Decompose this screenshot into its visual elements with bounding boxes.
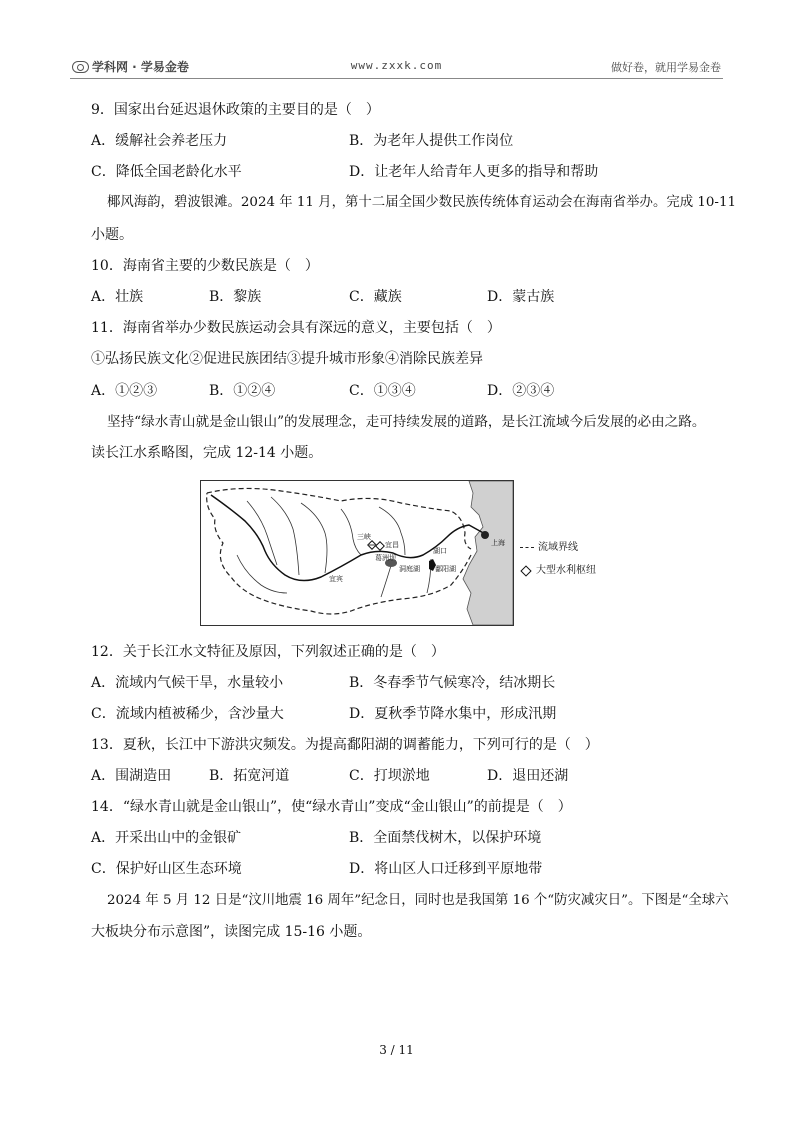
legend-dam [520,565,596,577]
question-9-option-b: B．为老年人提供工作岗位 [349,133,514,149]
question-9-option-d: D．让老年人给青年人更多的指导和帮助 [349,164,599,180]
question-13-option-c: C．打坝淤地 [349,768,430,784]
question-10-option-d: D．蒙古族 [487,289,555,305]
question-14-option-d: D．将山区人口迁移到平原地带 [349,861,543,877]
label-gezhouba: 葛洲坝 [375,554,396,562]
label-yichang: 宜昌 [385,541,399,549]
question-13-option-b: B．拓宽河道 [209,768,290,784]
question-9-stem: 9．国家出台延迟退休政策的主要目的是（ ） [91,102,380,118]
page-header [70,58,723,79]
label-shanghai: 上海 [491,539,505,547]
tributary [341,509,361,555]
question-12-option-a: A．流域内气候干旱，水量较小 [91,675,284,691]
dashed-line-icon [520,547,534,548]
question-13-option-d: D．退田还湖 [487,768,569,784]
question-11-option-c: C．①③④ [349,383,416,399]
legend-boundary-label: 流域界线 [538,542,578,553]
label-poyanghu: 鄱阳湖 [435,565,456,573]
question-12-option-d: D．夏秋季节降水集中，形成汛期 [349,706,557,722]
intro-10-11-line1: 椰风海韵，碧波银滩。2024 年 11 月，第十二届全国少数民族传统体育运动会在海南省举办。完成 10-11 [107,195,736,210]
sea-area [463,481,513,625]
tributary [271,497,299,575]
question-12-option-c: C．流域内植被稀少，含沙量大 [91,706,284,722]
label-yibin: 宜宾 [329,575,343,583]
label-dongtinghu: 洞庭湖 [399,565,420,573]
legend-boundary [520,542,578,554]
label-sanxia: 三峡 [357,533,371,541]
question-11-items: ①弘扬民族文化②促进民族团结③提升城市形象④消除民族差异 [91,351,483,367]
question-14-stem: 14．“绿水青山就是金山银山”，使“绿水青山”变成“金山银山”的前提是（ ） [91,799,572,815]
site-url[interactable]: www.zxxk.com [350,59,443,72]
question-11-option-d: D．②③④ [487,383,555,399]
question-11-option-b: B．①②④ [209,383,276,399]
page-number: 3 / 11 [379,1043,414,1057]
yangtze-river-map [200,480,514,626]
tributary-yalong [237,555,287,593]
question-10-stem: 10．海南省主要的少数民族是（ ） [91,258,319,274]
question-14-option-a: A．开采出山中的金银矿 [91,830,242,846]
intro-15-16-line1: 2024 年 5 月 12 日是“汶川地震 16 周年”纪念日，同时也是我国第 16 个“防灾减灾日”。下图是“全球六 [107,893,729,908]
question-11-option-a: A．①②③ [91,383,158,399]
question-11-stem: 11．海南省举办少数民族运动会具有深远的意义，主要包括（ ） [91,320,501,336]
tributary [247,501,277,565]
question-13-option-a: A．围湖造田 [91,768,172,784]
intro-12-14-line1: 坚持“绿水青山就是金山银山”的发展理念，走可持续发展的道路，是长江流域今后发展的必由之路。 [107,414,706,430]
dam-icon [520,565,531,576]
question-10-option-a: A．壮族 [91,289,144,305]
legend-dam-label: 大型水利枢纽 [536,565,596,576]
question-12-option-b: B．冬春季节气候寒冷，结冰期长 [349,675,556,691]
intro-15-16-line2: 大板块分布示意图”，读图完成 15-16 小题。 [91,924,372,940]
question-14-option-b: B．全面禁伐树木，以保护环境 [349,830,542,846]
question-10-option-c: C．藏族 [349,289,402,305]
label-hukou: 湖口 [433,547,447,555]
question-12-stem: 12．关于长江水文特征及原因，下列叙述正确的是（ ） [91,644,445,660]
logo-text: 学科网 · 学易金卷 [92,60,189,74]
header-slogan: 做好卷，就用学易金卷 [611,61,721,74]
basin-boundary [207,488,471,614]
question-14-option-c: C．保护好山区生态环境 [91,861,242,877]
question-10-option-b: B．黎族 [209,289,262,305]
dam-icon-gezhouba [376,542,384,550]
dam-icon-hydro [481,531,489,539]
tributary [301,503,327,573]
intro-12-14-line2: 读长江水系略图，完成 12-14 小题。 [91,445,323,461]
question-9-option-a: A．缓解社会养老压力 [91,133,228,149]
yangtze-map-drawing [201,481,513,625]
question-13-stem: 13．夏秋，长江中下游洪灾频发。为提高鄱阳湖的调蓄能力，下列可行的是（ ） [91,737,599,753]
question-9-option-c: C．降低全国老龄化水平 [91,164,242,180]
intro-10-11-line2: 小题。 [91,227,133,243]
dam-icon-sanxia [368,541,376,549]
